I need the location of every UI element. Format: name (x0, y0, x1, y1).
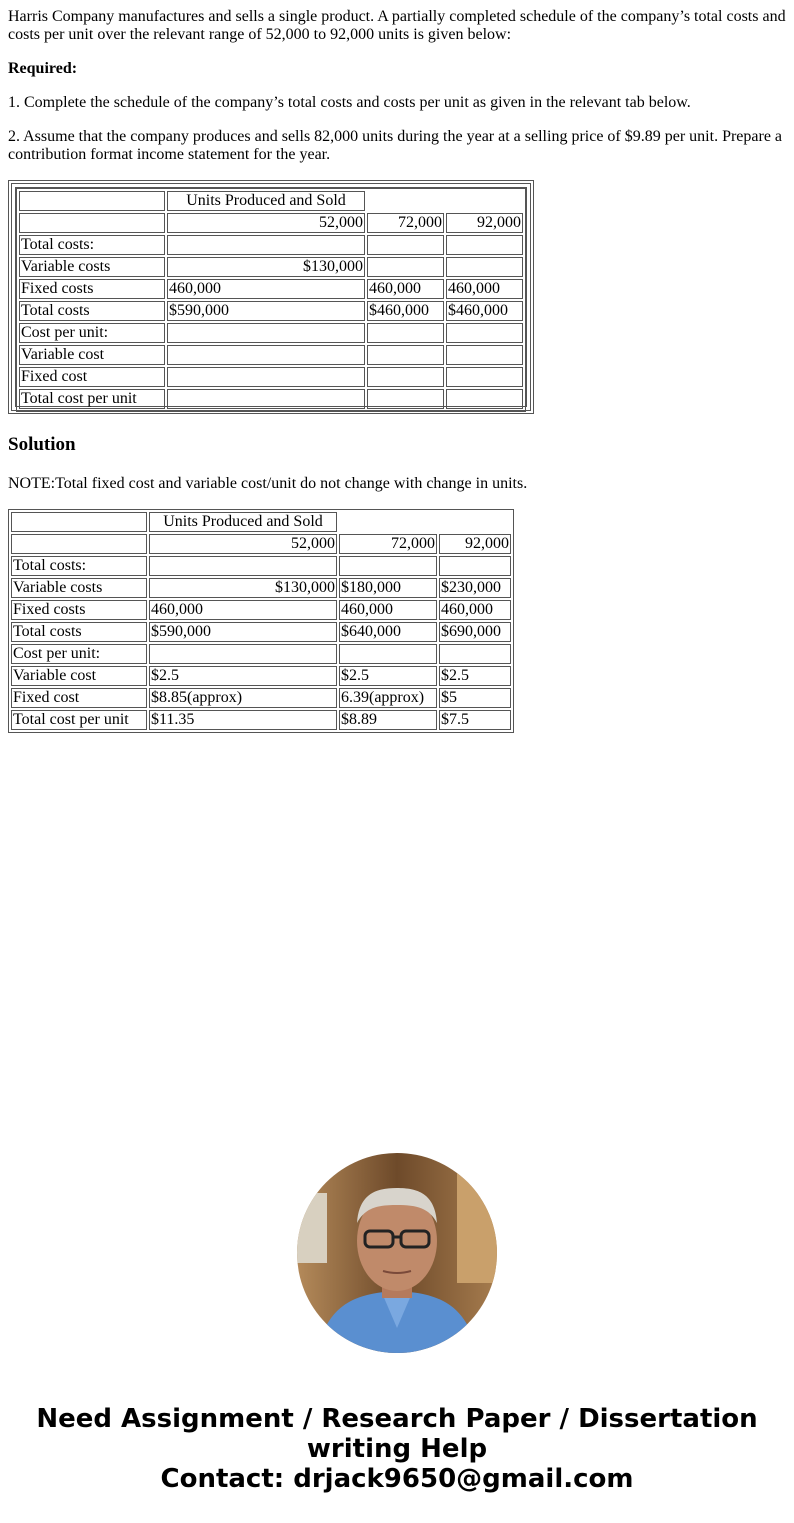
table-cell: $130,000 (167, 257, 365, 277)
table-cell (367, 367, 444, 387)
table-cell: 6.39(approx) (339, 688, 437, 708)
table-corner-cell (11, 512, 147, 532)
table-row (11, 710, 511, 730)
table-row (11, 578, 511, 598)
table-cell: $2.5 (149, 666, 337, 686)
table-cell: $2.5 (439, 666, 511, 686)
column-header: 52,000 (167, 213, 365, 233)
table-cell: 460,000 (439, 600, 511, 620)
promo-banner (0, 1404, 794, 1494)
table-cell (339, 644, 437, 664)
table-cell: 460,000 (339, 600, 437, 620)
table-cell (446, 367, 523, 387)
row-label: Fixed cost (19, 367, 165, 387)
row-label: Total costs (19, 301, 165, 321)
column-header: 92,000 (446, 213, 523, 233)
question-text (8, 8, 788, 180)
table-cell (367, 235, 444, 255)
table-cell (149, 556, 337, 576)
group-header: Units Produced and Sold (149, 512, 337, 532)
table-cell: $460,000 (446, 301, 523, 321)
row-label: Fixed costs (11, 600, 147, 620)
table-cell: $590,000 (167, 301, 365, 321)
column-header: 92,000 (439, 534, 511, 554)
table-cell: $230,000 (439, 578, 511, 598)
table-cell: $690,000 (439, 622, 511, 642)
table-cell (167, 389, 365, 409)
column-header: 72,000 (367, 213, 444, 233)
table-cell (367, 389, 444, 409)
table-corner-cell (19, 191, 165, 211)
table-row (19, 301, 523, 321)
table-header-row (11, 512, 511, 532)
table-row (19, 279, 523, 299)
question-schedule-table (16, 188, 526, 412)
table-cell (446, 323, 523, 343)
table-row (19, 235, 523, 255)
row-label: Total cost per unit (11, 710, 147, 730)
table-cell (149, 644, 337, 664)
table-corner-cell (19, 213, 165, 233)
table-row (11, 556, 511, 576)
table-row (19, 367, 523, 387)
column-header: 52,000 (149, 534, 337, 554)
table-cell: $460,000 (367, 301, 444, 321)
table-cell: $590,000 (149, 622, 337, 642)
table-columns-row (19, 213, 523, 233)
table-row (11, 600, 511, 620)
requirement-2: 2. Assume that the company produces and sells 82,000 units during the year at a selling price of $9.89 per unit. Prepare a contribution format income statement for the year. (8, 128, 783, 163)
table-cell (167, 367, 365, 387)
promo-line-2: writing Help (306, 1434, 488, 1464)
solution-schedule-table (8, 509, 514, 733)
table-corner-cell (11, 534, 147, 554)
row-label: Cost per unit: (19, 323, 165, 343)
table-cell: 460,000 (367, 279, 444, 299)
row-label: Cost per unit: (11, 644, 147, 664)
question-intro: Harris Company manufactures and sells a single product. A partially completed schedule of the company’s total costs and costs per unit over the relevant range of 52,000 to 92,000 units is given below: (8, 8, 786, 43)
table-columns-row (11, 534, 511, 554)
table-cell (439, 556, 511, 576)
table-cell (439, 644, 511, 664)
table-cell: $7.5 (439, 710, 511, 730)
table-cell (167, 345, 365, 365)
table-cell (446, 235, 523, 255)
solution-heading: Solution (8, 434, 76, 455)
table-cell (446, 257, 523, 277)
promo-line-1: Need Assignment / Research Paper / Dissertation (36, 1404, 758, 1434)
row-label: Variable cost (19, 345, 165, 365)
table-row (11, 666, 511, 686)
row-label: Total costs: (11, 556, 147, 576)
table-cell: 460,000 (167, 279, 365, 299)
row-label: Fixed costs (19, 279, 165, 299)
table-cell: $2.5 (339, 666, 437, 686)
solution-note: NOTE:Total fixed cost and variable cost/unit do not change with change in units. (8, 475, 528, 492)
table-row (11, 688, 511, 708)
row-label: Fixed cost (11, 688, 147, 708)
row-label: Total costs (11, 622, 147, 642)
table-cell (367, 345, 444, 365)
required-label: Required: (8, 60, 78, 77)
table-row (11, 622, 511, 642)
table-cell: $8.85(approx) (149, 688, 337, 708)
table-cell (446, 389, 523, 409)
table-cell (446, 345, 523, 365)
row-label: Variable costs (11, 578, 147, 598)
table-header-row (19, 191, 523, 211)
row-label: Total cost per unit (19, 389, 165, 409)
row-label: Total costs: (19, 235, 165, 255)
table-cell (167, 323, 365, 343)
table-row (11, 644, 511, 664)
table-cell (167, 235, 365, 255)
table-cell: $8.89 (339, 710, 437, 730)
table-row (19, 345, 523, 365)
table-cell: $11.35 (149, 710, 337, 730)
requirement-1: 1. Complete the schedule of the company’s total costs and costs per unit as given in the relevant tab below. (8, 94, 691, 111)
table-cell: $130,000 (149, 578, 337, 598)
table-cell (339, 556, 437, 576)
table-cell (367, 257, 444, 277)
table-row (19, 257, 523, 277)
table-row (19, 389, 523, 409)
group-header: Units Produced and Sold (167, 191, 365, 211)
table-cell: $5 (439, 688, 511, 708)
table-cell: $640,000 (339, 622, 437, 642)
table-cell: 460,000 (149, 600, 337, 620)
column-header: 72,000 (339, 534, 437, 554)
author-photo (297, 1153, 497, 1353)
row-label: Variable costs (19, 257, 165, 277)
table-cell: $180,000 (339, 578, 437, 598)
table-cell (367, 323, 444, 343)
table-row (19, 323, 523, 343)
table-cell: 460,000 (446, 279, 523, 299)
promo-line-3: Contact: drjack9650@gmail.com (160, 1464, 634, 1494)
row-label: Variable cost (11, 666, 147, 686)
